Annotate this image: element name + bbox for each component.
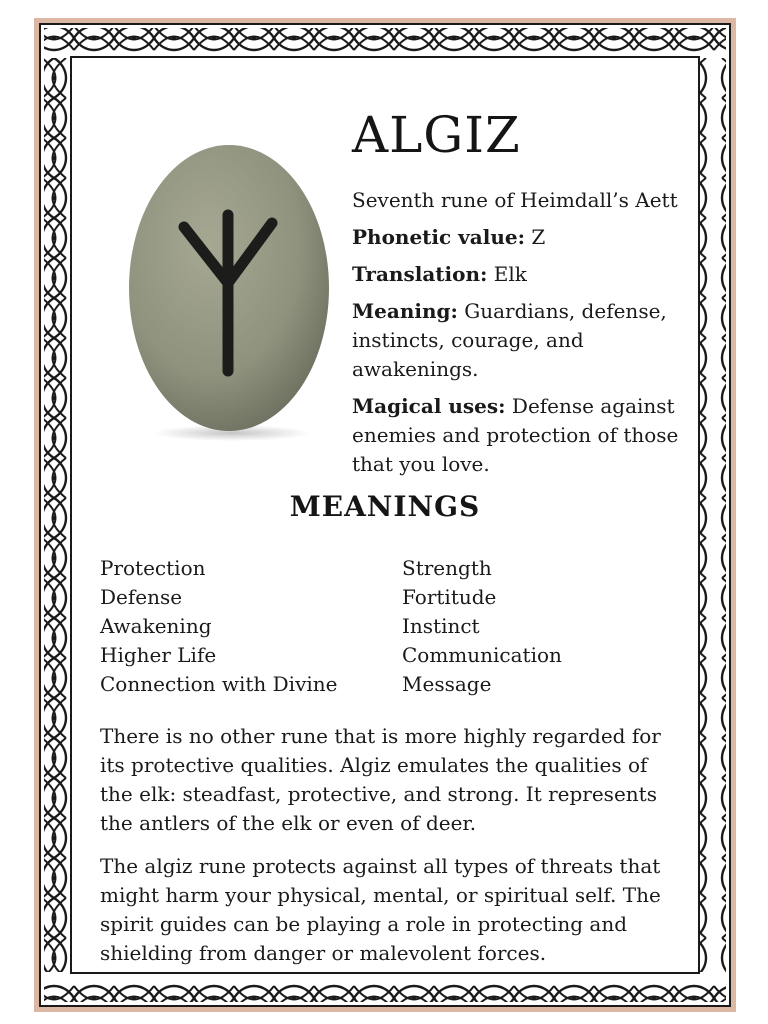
meaning-value: Guardians, defense, instincts, courage, and awakenings.: [352, 299, 667, 381]
translation-label: Translation:: [352, 262, 488, 286]
meaning-item: Communication: [402, 643, 562, 667]
meaning-item: Connection with Divine: [100, 672, 338, 696]
meaning-item: Higher Life: [100, 643, 217, 667]
translation-value: Elk: [493, 262, 527, 286]
algiz-rune-stone-image: [124, 143, 334, 443]
translation-row: [352, 260, 702, 289]
meanings-list-left: [100, 554, 338, 699]
description-paragraph-2: The algiz rune protects against all types of threats that might harm your physical, mental, or spiritual self. The spirit guides can be playing a role in protecting and shielding from danger or malevolent forces.: [100, 854, 661, 965]
meanings-heading: MEANINGS: [289, 490, 481, 523]
meaning-item: Instinct: [402, 614, 480, 638]
magical-uses-row: [352, 392, 702, 479]
rune-subtitle: Seventh rune of Heimdall’s Aett: [352, 188, 678, 212]
meaning-item: Protection: [100, 556, 206, 580]
phonetic-label: Phonetic value:: [352, 225, 525, 249]
meaning-item: Strength: [402, 556, 492, 580]
rune-title: ALGIZ: [352, 106, 521, 164]
card-frame: [34, 18, 736, 1012]
meaning-item: Fortitude: [402, 585, 497, 609]
meaning-label: Meaning:: [352, 299, 458, 323]
phonetic-value-row: [352, 223, 702, 252]
meanings-list-right: [402, 554, 562, 699]
rune-info: [352, 186, 702, 487]
phonetic-value: Z: [531, 225, 546, 249]
meaning-item: Defense: [100, 585, 183, 609]
magical-uses-value: Defense against enemies and protection of those that you love.: [352, 394, 679, 476]
meaning-row: [352, 297, 702, 384]
magical-uses-label: Magical uses:: [352, 394, 506, 418]
card-content: [72, 58, 698, 972]
meaning-item: Awakening: [100, 614, 212, 638]
description-paragraph-1: There is no other rune that is more highly regarded for its protective qualities. Algiz emulates the qualities of the elk: steadfast, protective, and strong. It represents the antlers of the elk or even of deer.: [100, 724, 661, 835]
meaning-item: Message: [402, 672, 492, 696]
